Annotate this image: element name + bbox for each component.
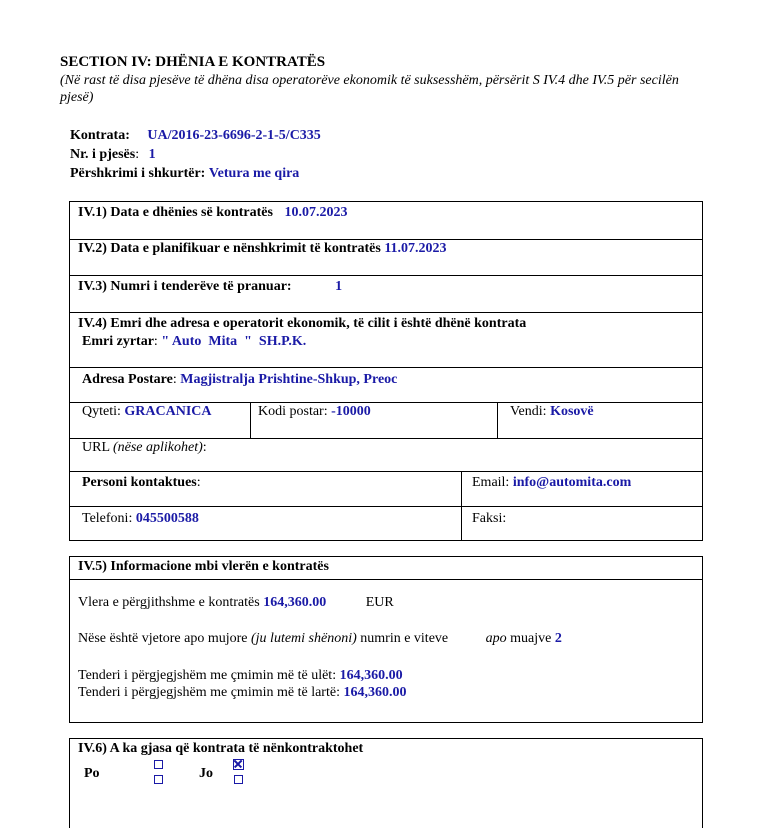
period-text-b: numrin e viteve xyxy=(360,631,449,646)
iv2-label: IV.2) Data e planifikuar e nënshkrimit të kontratës xyxy=(78,241,381,256)
iv4-label: IV.4) Emri dhe adresa e operatorit ekonomik, të cilit i është dhënë kontrata xyxy=(78,316,527,331)
high-label: Tenderi i përgjegjshëm me çmimin më të lartë: xyxy=(78,685,340,700)
iv4-city-row xyxy=(70,403,702,439)
zip-value: -10000 xyxy=(331,404,371,419)
iv1-row xyxy=(70,202,702,240)
high-value: 164,360.00 xyxy=(343,685,407,700)
email-value: info@automita.com xyxy=(512,475,632,490)
iv4-addr-row xyxy=(70,368,702,403)
jo-checkbox[interactable] xyxy=(234,775,243,784)
period-text-a: Nëse është vjetore apo mujore xyxy=(78,631,248,646)
addr-colon: : xyxy=(172,372,177,387)
low-value: 164,360.00 xyxy=(339,668,403,683)
iv6-label: IV.6) A ka gjasa që kontrata të nënkontraktohet xyxy=(78,741,364,756)
iv1-iv4-box xyxy=(69,201,703,541)
url-colon: : xyxy=(202,440,207,455)
country-label: Vendi: xyxy=(510,404,547,419)
zip-label: Kodi postar: xyxy=(258,404,328,419)
country-value: Kosovë xyxy=(550,404,594,419)
fax-label: Faksi: xyxy=(472,511,507,526)
contact-label: Personi kontaktues xyxy=(82,475,197,490)
iv1-value: 10.07.2023 xyxy=(284,205,348,220)
iv3-value: 1 xyxy=(335,279,343,294)
phone-value: 045500588 xyxy=(135,511,199,526)
iv3-label: IV.3) Numri i tenderëve të pranuar: xyxy=(78,279,292,294)
jo-checkbox-checked[interactable] xyxy=(233,759,244,770)
city-label: Qyteti: xyxy=(82,404,121,419)
period-hint: (ju lutemi shënoni) xyxy=(251,631,357,646)
period-or: apo xyxy=(485,631,507,646)
city-value: GRACANICA xyxy=(124,404,212,419)
addr-value: Magjistralja Prishtine-Shkup, Preoc xyxy=(180,372,398,387)
contract-label: Kontrata: xyxy=(70,128,130,143)
iv4-name-row xyxy=(70,313,702,368)
iv3-row xyxy=(70,276,702,313)
total-value: 164,360.00 xyxy=(263,595,327,610)
name-value: " Auto Mita " SH.P.K. xyxy=(161,334,307,349)
desc-label: Përshkrimi i shkurtër: xyxy=(70,166,206,181)
low-label: Tenderi i përgjegjshëm me çmimin më të ulët: xyxy=(78,668,337,683)
name-colon: : xyxy=(153,334,158,349)
contract-value: UA/2016-23-6696-2-1-5/C335 xyxy=(147,128,321,143)
part-colon: : xyxy=(135,147,140,162)
period-value: 2 xyxy=(554,631,562,646)
part-label: Nr. i pjesës xyxy=(70,147,136,162)
iv5-box xyxy=(69,556,703,723)
option-po-label: Po xyxy=(84,766,100,781)
part-line xyxy=(70,147,156,163)
iv4-contact-row xyxy=(70,472,702,507)
option-jo-label: Jo xyxy=(199,766,213,781)
part-value: 1 xyxy=(148,147,156,162)
url-label: URL xyxy=(82,440,110,455)
section-title: SECTION IV: DHËNIA E KONTRATËS xyxy=(60,54,326,70)
email-label: Email: xyxy=(472,475,510,490)
po-checkbox[interactable] xyxy=(154,775,163,784)
name-label: Emri zyrtar xyxy=(82,334,154,349)
desc-value: Vetura me qira xyxy=(208,166,300,181)
desc-line xyxy=(70,166,299,182)
iv2-row xyxy=(70,240,702,276)
phone-label: Telefoni: xyxy=(82,511,133,526)
contract-line xyxy=(70,128,321,144)
iv1-label: IV.1) Data e dhënies së kontratës xyxy=(78,205,273,220)
iv4-url-row xyxy=(70,439,702,472)
iv2-value: 11.07.2023 xyxy=(384,241,447,256)
total-label: Vlera e përgjithshme e kontratës xyxy=(78,595,260,610)
contact-colon: : xyxy=(196,475,201,490)
iv5-label: IV.5) Informacione mbi vlerën e kontratës xyxy=(78,559,329,574)
period-months: muajve xyxy=(510,631,552,646)
addr-label: Adresa Postare xyxy=(82,372,173,387)
url-hint: (nëse aplikohet) xyxy=(112,440,203,455)
currency: EUR xyxy=(365,595,394,610)
iv6-box xyxy=(69,738,703,828)
section-note: (Në rast të disa pjesëve të dhëna disa operatorëve ekonomik të suksesshëm, përsërit S IV.4 dhe IV.5 për secilën pjesë) xyxy=(60,73,679,105)
po-checkbox-top[interactable] xyxy=(154,760,163,769)
iv4-phone-row xyxy=(70,507,702,541)
